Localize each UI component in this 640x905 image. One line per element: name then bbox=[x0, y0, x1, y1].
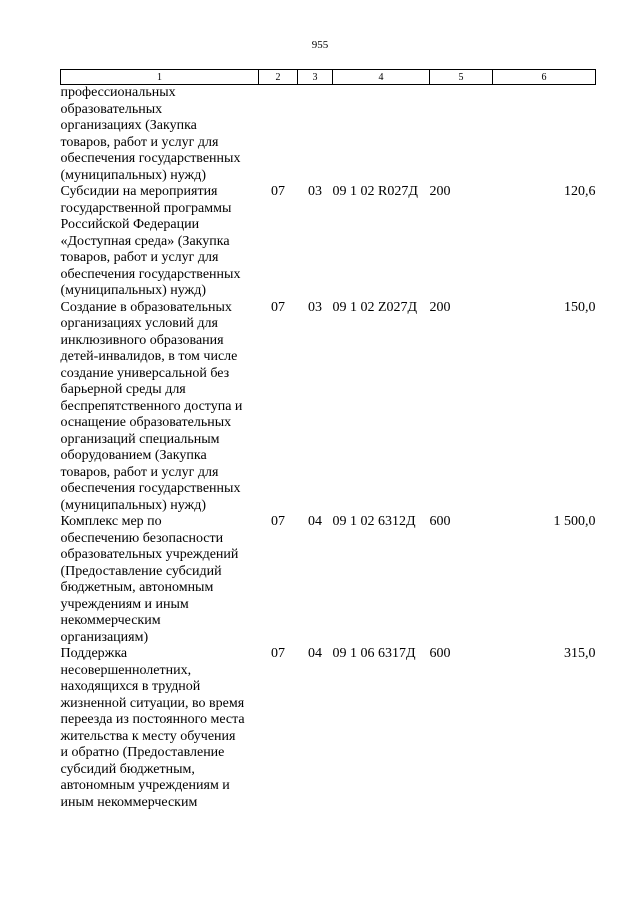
row-expense-type-cell: 200 bbox=[429, 184, 451, 199]
table-header bbox=[61, 70, 596, 85]
row-amount-cell: 1 500,0 bbox=[553, 514, 596, 529]
row-target-code-cell: 09 1 06 6317Д bbox=[332, 646, 416, 661]
table-body bbox=[61, 85, 596, 812]
header-col-4: 4 bbox=[333, 70, 430, 85]
table-row bbox=[61, 514, 596, 646]
row-name-cell: Субсидии на мероприятия государственной программы Российской Федерации «Доступная среда» (Закупка товаров, работ и услуг для обеспечения государственных (муниципальных) нужд) bbox=[60, 184, 241, 298]
row-name-cell: Комплекс мер по обеспечению безопасности образовательных учреждений (Предоставление субсидий бюджетным, автономным учреждениям и иным некоммерческим организациям) bbox=[60, 514, 239, 645]
header-col-6: 6 bbox=[493, 70, 596, 85]
row-expense-type-cell: 600 bbox=[429, 646, 451, 661]
page-number: 955 bbox=[311, 39, 329, 51]
row-expense-type-cell bbox=[430, 85, 493, 185]
row-amount-cell: 315,0 bbox=[564, 646, 596, 661]
row-name-cell: Поддержка несовершеннолетних, находящихся в трудной жизненной ситуации, во время переезда из постоянного места жительства к месту обучения и обратно (Предоставление субсидий бюджетным, автономным учреждениям и иным некоммерческим bbox=[60, 646, 245, 810]
table-row bbox=[61, 300, 596, 515]
row-section-cell: 07 bbox=[271, 184, 285, 199]
row-name-cell: профессиональных образовательных организациях (Закупка товаров, работ и услуг для обеспечения государственных (муниципальных) нужд) bbox=[60, 85, 241, 183]
table-row bbox=[61, 646, 596, 811]
row-expense-type-cell: 600 bbox=[429, 514, 451, 529]
header-row bbox=[61, 70, 596, 85]
row-subsection-cell: 04 bbox=[308, 514, 322, 529]
row-target-code-cell: 09 1 02 Z027Д bbox=[332, 299, 418, 315]
row-section-cell: 07 bbox=[271, 299, 285, 315]
budget-table bbox=[60, 69, 596, 811]
row-target-code-cell: 09 1 02 6312Д bbox=[332, 514, 416, 529]
row-target-code-cell: 09 1 02 R027Д bbox=[332, 184, 418, 199]
row-subsection-cell: 03 bbox=[308, 299, 322, 315]
row-section-cell: 07 bbox=[271, 646, 285, 661]
row-name-cell: Создание в образовательных организациях условий для инклюзивного образования детей-инвалидов, в том числе создание универсальной без барьерной среды для беспрепятственного доступа и оснащение образовательных организаций специальным оборудованием (Закупка товаров, работ и услуг для обеспечения государственных (муниципальных) нужд) bbox=[60, 299, 243, 513]
header-col-3: 3 bbox=[298, 70, 333, 85]
table-row bbox=[61, 184, 596, 300]
header-col-5: 5 bbox=[430, 70, 493, 85]
row-section-cell: 07 bbox=[271, 514, 285, 529]
row-amount-cell bbox=[493, 85, 596, 185]
row-expense-type-cell: 200 bbox=[429, 299, 451, 315]
row-subsection-cell: 04 bbox=[308, 646, 322, 661]
row-section-cell bbox=[259, 85, 298, 185]
row-subsection-cell bbox=[298, 85, 333, 185]
row-amount-cell: 120,6 bbox=[564, 184, 596, 199]
header-col-2: 2 bbox=[259, 70, 298, 85]
table-row bbox=[61, 85, 596, 185]
row-subsection-cell: 03 bbox=[308, 184, 322, 199]
header-col-1: 1 bbox=[61, 70, 259, 85]
row-target-code-cell bbox=[333, 85, 430, 185]
row-amount-cell: 150,0 bbox=[564, 299, 596, 315]
